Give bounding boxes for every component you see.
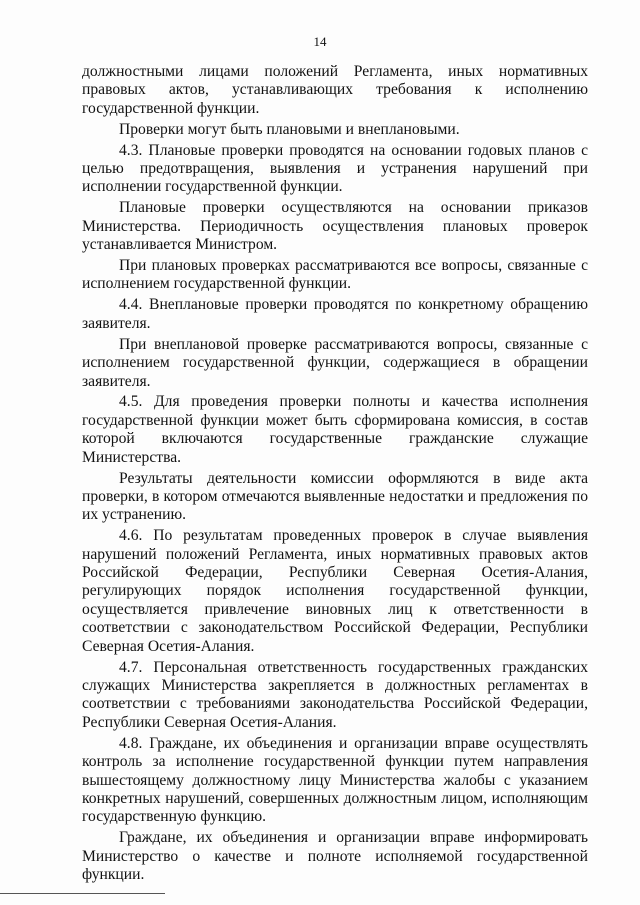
paragraph-4-7: 4.7. Персональная ответственность государственных гражданских служащих Министерства закрепляется в должностных регламентах в соответствии с требованиями законодательства Российской Федерации, Республики Северная Осетия-Алания. <box>82 658 588 731</box>
paragraph-planned-basis: Плановые проверки осуществляются на основании приказов Министерства. Периодичность осуществления плановых проверок устанавливается Министром. <box>82 199 588 254</box>
footnote-divider <box>0 893 165 894</box>
paragraph-4-3: 4.3. Плановые проверки проводятся на основании годовых планов с целью предотвращения, выявления и устранения нарушений при исполнении государственной функции. <box>82 141 588 196</box>
paragraph-inspection-types: Проверки могут быть плановыми и внеплановыми. <box>119 120 460 138</box>
paragraph-unplanned-scope: При внеплановой проверке рассматриваются вопросы, связанные с исполнением государственной функции, содержащиеся в обращении заявителя. <box>82 335 588 390</box>
paragraph-planned-scope: При плановых проверках рассматриваются все вопросы, связанные с исполнением государственной функции. <box>82 257 588 293</box>
document-body <box>82 63 588 887</box>
paragraph-4-8: 4.8. Граждане, их объединения и организации вправе осуществлять контроль за исполнение государственной функции путем направления вышестоящему должностному лицу Министерства жалобы с указанием конкретных нарушений, совершенных должностным лицом, исполняющим государственную функцию. <box>82 734 588 826</box>
paragraph-4-6: 4.6. По результатам проведенных проверок в случае выявления нарушений положений Регламента, иных нормативных правовых актов Российской Федерации, Республики Северная Осетия-Алания, регулирующих порядок исполнения государственной функции, осуществляется привлечение виновных лиц к ответственности в соответствии с законодательством Российской Федерации, Республики Северная Осетия-Алания. <box>82 527 588 655</box>
paragraph-4-5: 4.5. Для проведения проверки полноты и качества исполнения государственной функции может быть сформирована комиссия, в состав которой включаются государственные гражданские служащие Министерства. <box>82 393 588 466</box>
paragraph-continuation: должностными лицами положений Регламента, иных нормативных правовых актов, устанавливающих требования к исполнению государственной функции. <box>82 63 588 117</box>
paragraph-citizens-inform: Граждане, их объединения и организации вправе информировать Министерство о качестве и полноте исполняемой государственной функции. <box>82 829 588 884</box>
page-number: 14 <box>313 34 327 49</box>
paragraph-4-4: 4.4. Внеплановые проверки проводятся по конкретному обращению заявителя. <box>82 296 588 332</box>
paragraph-commission-results: Результаты деятельности комиссии оформляются в виде акта проверки, в котором отмечаются выявленные недостатки и предложения по их устранению. <box>82 469 588 524</box>
